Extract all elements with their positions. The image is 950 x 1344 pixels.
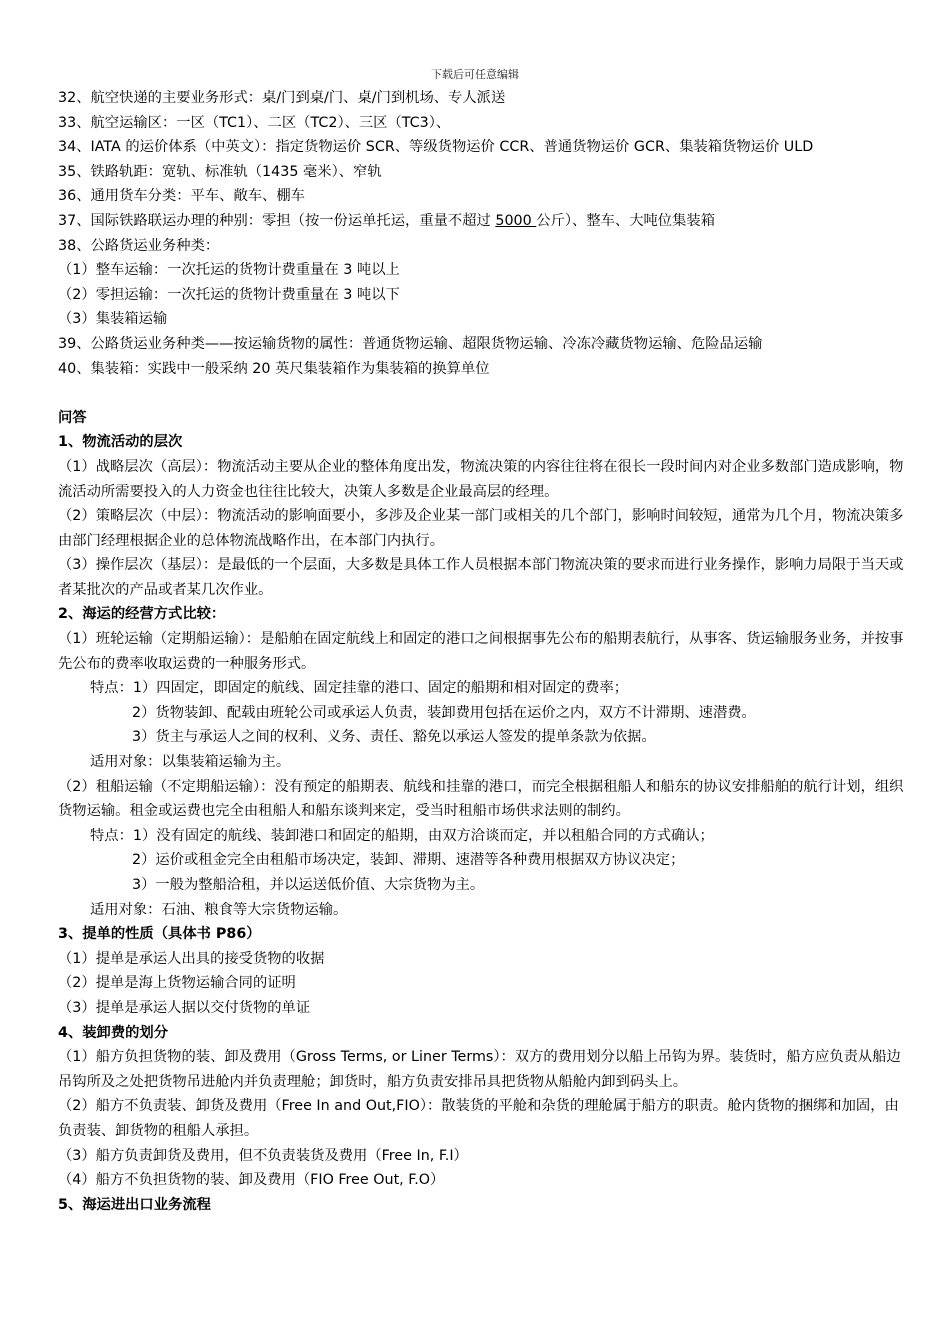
item-39: 39、公路货运业务种类——按运输货物的属性：普通货物运输、超限货物运输、冷冻冷藏货物运输、危险品运输 xyxy=(58,335,763,352)
question-2-para-2: （2）租船运输（不定期船运输）：没有预定的船期表、航线和挂靠的港口，而完全根据租船人和船东的协议安排船舶的航行计划，组织货物运输。租金或运费也完全由租船人和船东谈判来定，受当时租船市场供求法则的制约。 xyxy=(58,778,904,820)
item-35: 35、铁路轨距：宽轨、标准轨（1435 毫米）、窄轨 xyxy=(58,163,382,180)
question-4-item-3: （3）船方负责卸货及费用，但不负责装货及费用（Free In, F.I） xyxy=(58,1147,468,1164)
question-2-feature-3: 3）货主与承运人之间的权利、义务、责任、豁免以承运人签发的提单条款为依据。 xyxy=(132,729,656,746)
question-4-para-1: （1）船方负担货物的装、卸及费用（Gross Terms, or Liner Terms）：双方的费用划分以船上吊钩为界。装货时，船方应负责从船边吊钩所及之处把货物吊进舱内并负责理舱；卸货时，船方负责安排吊具把货物从船舱内卸到码头上。 xyxy=(58,1049,901,1090)
question-3-item-1: （1）提单是承运人出具的接受货物的收据 xyxy=(58,950,325,967)
item-38-2: （2）零担运输：一次托运的货物计费重量在 3 吨以下 xyxy=(58,286,400,303)
blank-line xyxy=(58,381,908,406)
question-1-para-2: （2）策略层次（中层）：物流活动的影响面要小，多涉及企业某一部门或相关的几个部门，影响时间较短，通常为几个月，物流决策多由部门经理根据企业的总体物流战略作出，在本部门内执行。 xyxy=(58,508,904,549)
item-37-underlined-weight: 5000 xyxy=(495,212,537,229)
item-34: 34、IATA 的运价体系（中英文）：指定货物运价 SCR、等级货物运价 CCR、普通货物运价 GCR、集装箱货物运价 ULD xyxy=(58,139,814,156)
item-37 xyxy=(58,209,908,234)
question-3-heading: 3、提单的性质（具体书 P86） xyxy=(58,926,261,943)
page-header: 下载后可任意编辑 xyxy=(431,68,519,81)
question-2-feature-6: 3）一般为整船洽租，并以运送低价值、大宗货物为主。 xyxy=(132,877,485,893)
question-2-feature-2: 2）货物装卸、配载由班轮公司或承运人负责，装卸费用包括在运价之内，双方不计滞期、速潜费。 xyxy=(132,704,756,721)
item-36: 36、通用货车分类：平车、敞车、棚车 xyxy=(58,188,305,205)
item-37-text-b: 公斤）、整车、大吨位集装箱 xyxy=(536,212,715,229)
item-38-3: （3）集装箱运输 xyxy=(58,311,168,328)
question-3-item-3: （3）提单是承运人据以交付货物的单证 xyxy=(58,999,311,1016)
question-2-applicable-2: 适用对象：石油、粮食等大宗货物运输。 xyxy=(90,901,348,918)
question-5-heading: 5、海运进出口业务流程 xyxy=(58,1196,211,1213)
item-38: 38、公路货运业务种类： xyxy=(58,237,220,254)
question-2-applicable-1: 适用对象：以集装箱运输为主。 xyxy=(90,754,291,771)
question-2-feature-1: 特点：1）四固定，即固定的航线、固定挂靠的港口、固定的船期和相对固定的费率； xyxy=(90,680,629,697)
question-1-para-1: （1）战略层次（高层）：物流活动主要从企业的整体角度出发，物流决策的内容往往将在很长一段时间内对企业多数部门造成影响，物流活动所需要投入的人力资金也往往比较大，决策人多数是企业最高层的经理。 xyxy=(58,458,904,500)
section-qa-heading: 问答 xyxy=(58,409,87,426)
question-4-item-4: （4）船方不负担货物的装、卸及费用（FIO Free Out, F.O） xyxy=(58,1172,445,1189)
question-1-para-3: （3）操作层次（基层）：是最低的一个层面，大多数是具体工作人员根据本部门物流决策的要求而进行业务操作，影响力局限于当天或者某批次的产品或者某几次作业。 xyxy=(58,557,904,598)
item-37-text-a: 37、国际铁路联运办理的种别：零担（按一份运单托运，重量不超过 xyxy=(58,212,496,229)
item-32: 32、航空快递的主要业务形式：桌/门到桌/门、桌/门到机场、专人派送 xyxy=(58,90,506,106)
question-2-feature-5: 2）运价或租金完全由租船市场决定，装卸、滞期、速潜等各种费用根据双方协议决定； xyxy=(132,852,685,869)
question-2-feature-4: 特点：1）没有固定的航线、装卸港口和固定的船期，由双方洽谈而定，并以租船合同的方式确认； xyxy=(90,827,714,844)
item-33: 33、航空运输区：一区（TC1）、二区（TC2）、三区（TC3）、 xyxy=(58,114,451,131)
item-40: 40、集装箱：实践中一般采纳 20 英尺集装箱作为集装箱的换算单位 xyxy=(58,360,490,377)
question-4-para-2: （2）船方不负责装、卸货及费用（Free In and Out,FIO）：散装货的平舱和杂货的理舱属于船方的职责。舱内货物的捆绑和加固，由负责装、卸货物的租船人承担。 xyxy=(58,1098,899,1139)
question-2-heading: 2、海运的经营方式比较： xyxy=(58,606,226,623)
item-38-1: （1）整车运输：一次托运的货物计费重量在 3 吨以上 xyxy=(58,262,400,279)
document-body xyxy=(58,86,908,1217)
question-4-heading: 4、装卸费的划分 xyxy=(58,1024,169,1041)
question-1-heading: 1、物流活动的层次 xyxy=(58,434,183,451)
question-2-para-1: （1）班轮运输（定期船运输）：是船舶在固定航线上和固定的港口之间根据事先公布的船期表航行，从事客、货运输服务业务，并按事先公布的费率收取运费的一种服务形式。 xyxy=(58,631,904,672)
question-3-item-2: （2）提单是海上货物运输合同的证明 xyxy=(58,975,296,992)
